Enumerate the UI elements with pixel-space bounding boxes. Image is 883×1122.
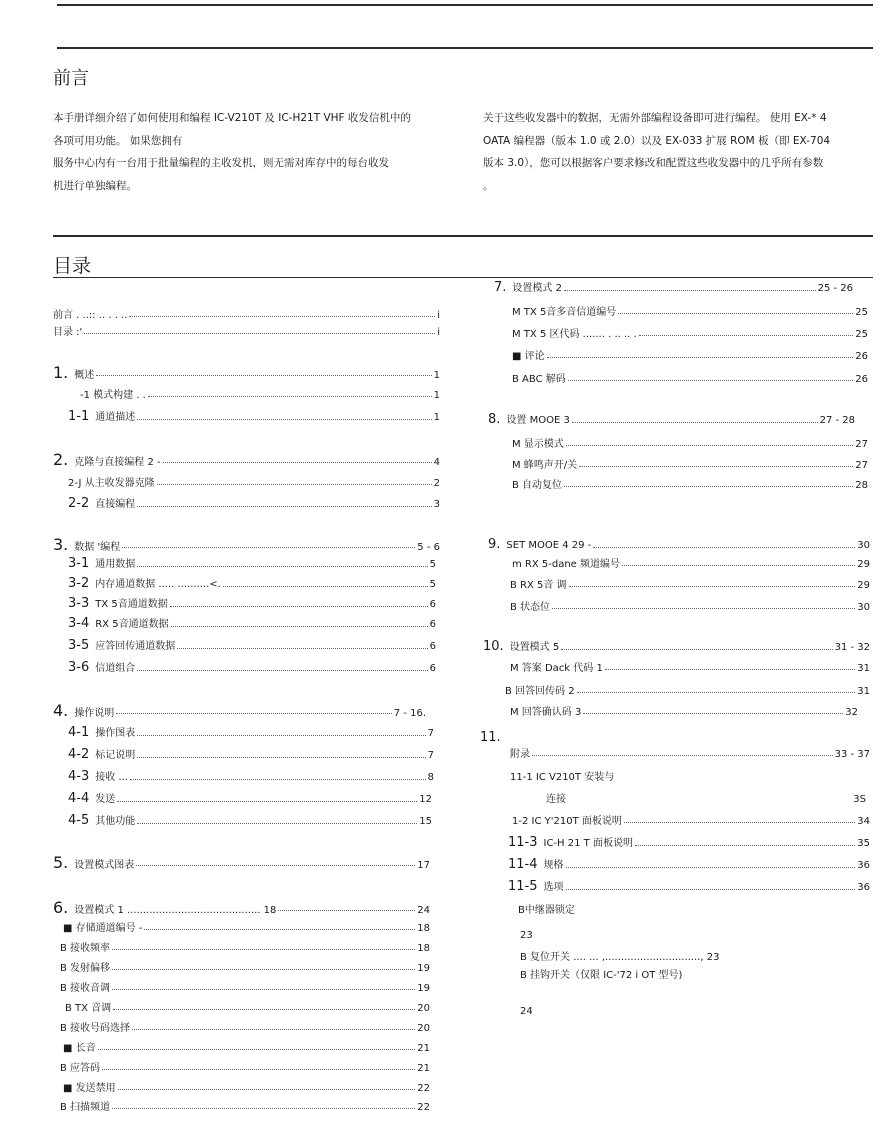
toc-leader-dots xyxy=(561,649,832,650)
toc-leader-dots xyxy=(129,316,435,317)
toc-entry[interactable] xyxy=(68,495,440,511)
toc-entry[interactable] xyxy=(68,595,436,611)
toc-entry-label: B 挂钩开关（仅限 IC-'72 i OT 型号) xyxy=(520,970,683,981)
toc-entry-number: 3-4 xyxy=(68,616,90,631)
toc-entry[interactable] xyxy=(63,919,430,934)
toc-entry[interactable] xyxy=(53,701,426,720)
toc-entry-label: B 接收号码选择 xyxy=(60,1023,131,1034)
toc-entry-label: B RX 5音 调 xyxy=(510,580,567,591)
toc-leader-dots xyxy=(137,506,431,507)
toc-leader-dots xyxy=(223,586,428,587)
preface-right-line: 关于这些收发器中的数据，无需外部编程设备即可进行编程。 使用 EX-* 4 xyxy=(483,112,827,124)
toc-entry[interactable] xyxy=(512,303,868,318)
toc-entry[interactable] xyxy=(510,768,870,783)
toc-entry[interactable] xyxy=(520,1006,870,1017)
toc-entry-page: i xyxy=(437,327,440,338)
toc-entry[interactable] xyxy=(508,856,870,872)
toc-leader-dots xyxy=(579,466,853,467)
toc-entry[interactable] xyxy=(53,450,440,469)
toc-entry-page: 6 xyxy=(429,599,436,610)
toc-entry-label: 操作图表 xyxy=(95,728,136,739)
toc-leader-dots xyxy=(635,845,855,846)
toc-entry-page: 32 xyxy=(845,707,858,718)
toc-entry[interactable] xyxy=(68,768,434,784)
preface-left-paragraph xyxy=(53,107,463,197)
toc-entry[interactable] xyxy=(68,474,440,489)
toc-entry-label: 设置模式 2 xyxy=(512,283,562,294)
toc-leader-dots xyxy=(112,969,415,970)
toc-entry-label: B 自动复位 xyxy=(512,480,563,491)
toc-entry-label: B 扫描频道 xyxy=(60,1102,111,1113)
toc-entry-page: 26 xyxy=(855,374,868,385)
toc-entry-page: 29 xyxy=(857,559,870,570)
toc-entry-number: 4-2 xyxy=(68,747,90,762)
toc-entry-label: B 回答回传码 2 xyxy=(505,686,575,697)
toc-leader-dots xyxy=(137,823,417,824)
preface-right-paragraph xyxy=(483,107,878,197)
toc-entry-page: 8 xyxy=(427,772,434,783)
toc-entry[interactable] xyxy=(60,939,430,954)
toc-leader-dots xyxy=(148,396,432,397)
toc-leader-dots xyxy=(568,380,854,381)
toc-entry-label: 应答回传通道数据 xyxy=(95,641,176,652)
toc-entry-page: 19 xyxy=(417,983,430,994)
toc-entry-label: 前言 . ..:: .. . . .. xyxy=(53,310,128,321)
toc-entry[interactable] xyxy=(520,948,870,963)
toc-entry[interactable] xyxy=(488,411,855,427)
toc-entry-label: m RX 5-dane 频道编号 xyxy=(512,559,621,570)
toc-title: 目录 xyxy=(53,255,92,277)
toc-entry-label: TX 5音通道数据 xyxy=(95,599,168,610)
toc-leader-dots xyxy=(112,949,415,950)
toc-entry-page: 5 xyxy=(429,559,436,570)
toc-leader-dots xyxy=(137,566,427,567)
toc-entry[interactable] xyxy=(512,555,870,570)
toc-entry-page: i xyxy=(437,310,440,321)
toc-entry[interactable] xyxy=(546,790,866,805)
toc-entry-page: 18 xyxy=(417,943,430,954)
toc-entry-label: M 显示模式 xyxy=(512,439,564,450)
toc-entry[interactable] xyxy=(510,598,870,613)
toc-entry-label: ■ 存储通道编号 - xyxy=(63,923,143,934)
toc-leader-dots xyxy=(112,989,415,990)
toc-entry[interactable] xyxy=(512,812,870,827)
toc-entry-label: 24 xyxy=(520,1006,533,1017)
toc-entry[interactable] xyxy=(53,323,440,338)
toc-leader-dots xyxy=(170,606,428,607)
toc-entry[interactable] xyxy=(53,853,430,872)
toc-entry[interactable] xyxy=(68,555,436,571)
toc-entry-page: 22 xyxy=(417,1102,430,1113)
toc-entry-label: M 答案 Dack 代码 1 xyxy=(510,663,603,674)
toc-leader-dots xyxy=(122,547,415,548)
toc-entry-label: B 发射偏移 xyxy=(60,963,111,974)
toc-leader-dots xyxy=(171,626,428,627)
toc-leader-dots xyxy=(566,889,856,890)
toc-entry[interactable] xyxy=(512,456,868,471)
toc-entry-number: 3-2 xyxy=(68,576,90,591)
preface-left-line: 各项可用功能。 如果您拥有 xyxy=(53,134,183,147)
toc-leader-dots xyxy=(98,1049,416,1050)
toc-entry-page: 1 xyxy=(433,390,440,401)
toc-entry-page: 19 xyxy=(417,963,430,974)
toc-leader-dots xyxy=(137,419,431,420)
toc-entry[interactable] xyxy=(60,1059,430,1074)
toc-leader-dots xyxy=(102,1069,415,1070)
toc-entry-label: 设置 MOOE 3 xyxy=(506,415,570,426)
toc-entry-page: 7 xyxy=(427,750,434,761)
toc-entry-page: 5 xyxy=(429,579,436,590)
toc-entry-page: 6 xyxy=(429,619,436,630)
toc-leader-dots xyxy=(569,586,856,587)
toc-entry[interactable] xyxy=(53,535,440,554)
toc-entry-page: 3S xyxy=(853,794,866,805)
toc-entry[interactable] xyxy=(508,834,870,850)
toc-entry-label: M TX 5音多音信道编号 xyxy=(512,307,617,318)
toc-entry[interactable] xyxy=(80,386,440,401)
toc-entry-number: 1-1 xyxy=(68,409,90,424)
preface-rule xyxy=(57,47,873,49)
toc-entry[interactable] xyxy=(510,745,870,760)
toc-entry[interactable] xyxy=(510,703,858,718)
toc-entry-number: 3-1 xyxy=(68,556,90,571)
toc-leader-dots xyxy=(583,713,843,714)
toc-entry-label: 连接 xyxy=(546,794,566,805)
toc-entry[interactable] xyxy=(518,901,870,916)
toc-entry-label: SET MOOE 4 29 - xyxy=(506,540,592,551)
toc-leader-dots xyxy=(605,669,855,670)
toc-entry-page: 7 xyxy=(427,728,434,739)
toc-leader-dots xyxy=(552,608,855,609)
toc-entry-page: 34 xyxy=(857,816,870,827)
toc-entry-label: RX 5音通道数据 xyxy=(95,619,169,630)
toc-entry-page: 24 xyxy=(417,905,430,916)
toc-entry[interactable] xyxy=(68,575,436,591)
toc-leader-dots xyxy=(137,735,425,736)
toc-entry-number: 11-3 xyxy=(508,835,538,850)
toc-leader-dots xyxy=(547,357,854,358)
toc-entry-number: 3-6 xyxy=(68,660,90,675)
toc-entry[interactable] xyxy=(512,435,868,450)
top-rule xyxy=(57,4,873,6)
toc-entry-number: 4. xyxy=(53,701,69,720)
toc-entry-number: 7. xyxy=(494,280,507,295)
toc-entry-page: 25 xyxy=(855,307,868,318)
toc-entry-label: B TX 音调 xyxy=(65,1003,112,1014)
toc-entry-label: 11-1 IC V210T 安装与 xyxy=(510,772,615,783)
toc-rule xyxy=(53,235,873,237)
toc-leader-dots xyxy=(157,484,432,485)
toc-leader-dots xyxy=(137,757,425,758)
toc-entry[interactable] xyxy=(60,959,430,974)
toc-leader-dots xyxy=(577,692,856,693)
toc-entry-number: 4-1 xyxy=(68,725,90,740)
toc-leader-dots xyxy=(564,290,816,291)
toc-entry-label: 克隆与直接编程 2 - xyxy=(74,457,161,468)
toc-entry-page: 6 xyxy=(429,641,436,652)
toc-leader-dots xyxy=(163,462,432,463)
toc-entry-page: 21 xyxy=(417,1043,430,1054)
toc-entry[interactable] xyxy=(68,659,436,675)
toc-entry-page: 5 - 6 xyxy=(417,542,440,553)
toc-entry-label: IC-H 21 T 面板说明 xyxy=(543,838,633,849)
toc-entry-label: M 蜂鸣声开/关 xyxy=(512,460,578,471)
toc-entry-label: M 回答确认码 3 xyxy=(510,707,582,718)
toc-entry-label: 23 xyxy=(520,930,533,941)
toc-leader-dots xyxy=(177,648,427,649)
toc-entry[interactable] xyxy=(68,746,434,762)
toc-entry-number: 1. xyxy=(53,363,69,382)
toc-entry-label: B 应答码 xyxy=(60,1063,101,1074)
toc-entry-label: B 复位开关 .... ... ,.............................., 23 xyxy=(520,952,720,963)
toc-entry-page: 25 - 26 xyxy=(817,283,853,294)
toc-leader-dots xyxy=(566,445,853,446)
toc-entry-number: 2-2 xyxy=(68,496,90,511)
toc-entry[interactable] xyxy=(512,325,868,340)
toc-leader-dots xyxy=(639,335,854,336)
toc-entry-number: 4-5 xyxy=(68,813,90,828)
toc-entry-number: 4-3 xyxy=(68,769,90,784)
toc-leader-dots xyxy=(132,1029,415,1030)
toc-entry-page: 27 - 28 xyxy=(819,415,855,426)
toc-entry-page: 7 - 16. xyxy=(393,708,426,719)
toc-entry-number: 11. xyxy=(480,730,501,745)
toc-entry-label: 通用数据 xyxy=(95,559,136,570)
toc-entry-number: 8. xyxy=(488,412,501,427)
toc-entry[interactable] xyxy=(512,347,868,362)
toc-leader-dots xyxy=(618,313,853,314)
toc-entry-label: 2-J 从主收发器克隆 xyxy=(68,478,155,489)
toc-entry-number: 3-5 xyxy=(68,638,90,653)
toc-entry-page: 27 xyxy=(855,439,868,450)
toc-entry-label: M TX 5 区代码 ....... . .. .. . xyxy=(512,329,637,340)
toc-entry-page: 33 - 37 xyxy=(834,749,870,760)
toc-entry-page: 1 xyxy=(433,412,440,423)
toc-entry-label: 其他功能 xyxy=(95,816,136,827)
toc-leader-dots xyxy=(144,929,415,930)
toc-entry-label: 设置模式 5 xyxy=(509,642,560,653)
toc-entry-label: 操作说明 xyxy=(74,708,115,719)
toc-entry[interactable] xyxy=(68,812,432,828)
toc-entry-number: 9. xyxy=(488,537,501,552)
toc-entry-page: 17 xyxy=(417,860,430,871)
toc-entry-page: 30 xyxy=(857,602,870,613)
toc-entry[interactable] xyxy=(68,724,434,740)
toc-entry-label: 选项 xyxy=(543,882,564,893)
toc-entry[interactable] xyxy=(60,979,430,994)
toc-entry-page: 12 xyxy=(419,794,432,805)
toc-entry-page: 6 xyxy=(429,663,436,674)
toc-entry-label: 设置模式 1 .......................................... 18 xyxy=(74,905,277,916)
toc-entry-page: 22 xyxy=(417,1083,430,1094)
toc-entry[interactable] xyxy=(68,408,440,424)
toc-entry[interactable] xyxy=(510,576,870,591)
toc-entry-label: 规格 xyxy=(543,860,564,871)
toc-leader-dots xyxy=(117,801,417,802)
toc-entry[interactable] xyxy=(510,659,870,674)
toc-entry-page: 15 xyxy=(419,816,432,827)
toc-entry-page: 20 xyxy=(417,1003,430,1014)
toc-leader-dots xyxy=(572,422,818,423)
toc-entry-page: 35 xyxy=(857,838,870,849)
toc-entry[interactable] xyxy=(520,966,870,981)
toc-entry-number: 5. xyxy=(53,853,69,872)
toc-entry-page: 30 xyxy=(857,540,870,551)
toc-entry-page: 28 xyxy=(855,480,868,491)
toc-entry-page: 25 xyxy=(855,329,868,340)
toc-entry-label: 附录 xyxy=(510,749,530,760)
preface-left-line: 本手册详细介绍了如何使用和编程 IC-V210T 及 IC-H21T VHF 收发信机中的 xyxy=(53,112,411,124)
toc-entry[interactable] xyxy=(53,363,440,382)
preface-left-line: 机进行单独编程。 xyxy=(53,179,137,192)
toc-leader-dots xyxy=(118,1089,416,1090)
toc-entry-label: 直接编程 xyxy=(95,499,136,510)
toc-entry-number: 2. xyxy=(53,450,69,469)
toc-entry[interactable] xyxy=(488,537,870,552)
toc-entry-label: 概述 xyxy=(74,370,95,381)
toc-entry[interactable] xyxy=(520,930,870,941)
toc-entry-label: 目录 :' xyxy=(53,327,83,338)
toc-entry-label: ■ 长音 xyxy=(63,1043,96,1054)
toc-title-rule xyxy=(53,277,873,278)
toc-entry-page: 36 xyxy=(857,860,870,871)
toc-leader-dots xyxy=(130,779,426,780)
toc-entry[interactable] xyxy=(60,1019,430,1034)
toc-entry-number: 11-5 xyxy=(508,879,538,894)
toc-entry[interactable] xyxy=(512,476,868,491)
toc-entry-page: 3 xyxy=(433,499,440,510)
toc-entry-label: B 接收频率 xyxy=(60,943,111,954)
toc-entry-number: 6. xyxy=(53,898,69,917)
toc-entry-label: 接收 ... xyxy=(95,772,128,783)
toc-entry-page: 4 xyxy=(433,457,440,468)
toc-entry[interactable] xyxy=(63,1039,430,1054)
toc-entry-page: 2 xyxy=(433,478,440,489)
toc-entry-label: 信道组合 xyxy=(95,663,136,674)
toc-entry-page: 1 xyxy=(433,370,440,381)
toc-entry-page: 31 xyxy=(857,686,870,697)
toc-leader-dots xyxy=(136,865,415,866)
toc-leader-dots xyxy=(532,755,833,756)
toc-leader-dots xyxy=(593,547,855,548)
toc-leader-dots xyxy=(96,375,431,376)
toc-entry-number: 10. xyxy=(483,639,504,654)
toc-entry-label: 通道描述 xyxy=(95,412,136,423)
preface-left-line: 服务中心内有一台用于批量编程的主收发机，则无需对库存中的每台收发 xyxy=(53,157,389,169)
toc-entry-label: 标记说明 xyxy=(95,750,136,761)
toc-entry-page: 31 - 32 xyxy=(834,642,870,653)
toc-entry-page: 29 xyxy=(857,580,870,591)
toc-entry-label: B ABC 解码 xyxy=(512,374,566,385)
toc-entry-label: 数据 '编程 xyxy=(74,542,121,553)
toc-entry[interactable] xyxy=(483,638,870,654)
preface-right-line: 版本 3.0），您可以根据客户要求修改和配置这些收发器中的几乎所有参数 xyxy=(483,157,824,169)
toc-entry-number: 3-3 xyxy=(68,596,90,611)
toc-entry-page: 18 xyxy=(417,923,430,934)
toc-entry[interactable] xyxy=(508,878,870,894)
toc-leader-dots xyxy=(624,822,855,823)
preface-title: 前言 xyxy=(53,68,89,89)
toc-entry-label: 内存通道数据 ..... ..........<. xyxy=(95,579,221,590)
toc-leader-dots xyxy=(566,867,856,868)
toc-entry-label: ■ 评论 xyxy=(512,351,545,362)
toc-entry-label: 设置模式图表 xyxy=(74,860,135,871)
toc-entry-page: 26 xyxy=(855,351,868,362)
toc-entry-number: 3. xyxy=(53,535,69,554)
toc-entry[interactable] xyxy=(53,306,440,321)
toc-entry-number: 4-4 xyxy=(68,791,90,806)
preface-right-line: 。 xyxy=(483,179,494,192)
toc-leader-dots xyxy=(84,333,435,334)
toc-entry[interactable] xyxy=(63,1079,430,1094)
toc-entry-label: B 状态位 xyxy=(510,602,551,613)
toc-entry-label: B中继器锁定 xyxy=(518,905,575,916)
toc-entry-label: 1-2 IC Y'210T 面板说明 xyxy=(512,816,622,827)
toc-leader-dots xyxy=(278,910,415,911)
toc-entry-label: 发送 xyxy=(95,794,116,805)
toc-entry-number: 11-4 xyxy=(508,857,538,872)
toc-entry-page: 20 xyxy=(417,1023,430,1034)
preface-right-line: OATA 编程器（版本 1.0 或 2.0）以及 EX-033 扩展 ROM 板（即 EX-704 xyxy=(483,134,831,147)
toc-entry[interactable] xyxy=(505,682,870,697)
toc-entry-page: 27 xyxy=(855,460,868,471)
toc-leader-dots xyxy=(116,713,392,714)
toc-leader-dots xyxy=(112,1108,415,1109)
toc-entry[interactable] xyxy=(68,790,432,806)
toc-entry[interactable] xyxy=(512,370,868,385)
toc-leader-dots xyxy=(622,565,855,566)
toc-entry-page: 21 xyxy=(417,1063,430,1074)
toc-entry[interactable] xyxy=(65,999,430,1014)
toc-entry[interactable] xyxy=(68,615,436,631)
toc-leader-dots xyxy=(137,670,427,671)
toc-entry-label: -1 模式构建 . . xyxy=(80,390,146,401)
toc-entry[interactable] xyxy=(494,279,853,295)
toc-leader-dots xyxy=(564,486,853,487)
toc-entry[interactable] xyxy=(53,898,430,917)
toc-entry-page: 31 xyxy=(857,663,870,674)
toc-entry-label: B 接收音调 xyxy=(60,983,111,994)
toc-leader-dots xyxy=(113,1009,415,1010)
toc-entry-page: 36 xyxy=(857,882,870,893)
toc-entry[interactable] xyxy=(60,1098,430,1113)
toc-entry[interactable] xyxy=(68,637,436,653)
toc-entry[interactable] xyxy=(480,730,870,745)
toc-entry-label: ■ 发送禁用 xyxy=(63,1083,116,1094)
